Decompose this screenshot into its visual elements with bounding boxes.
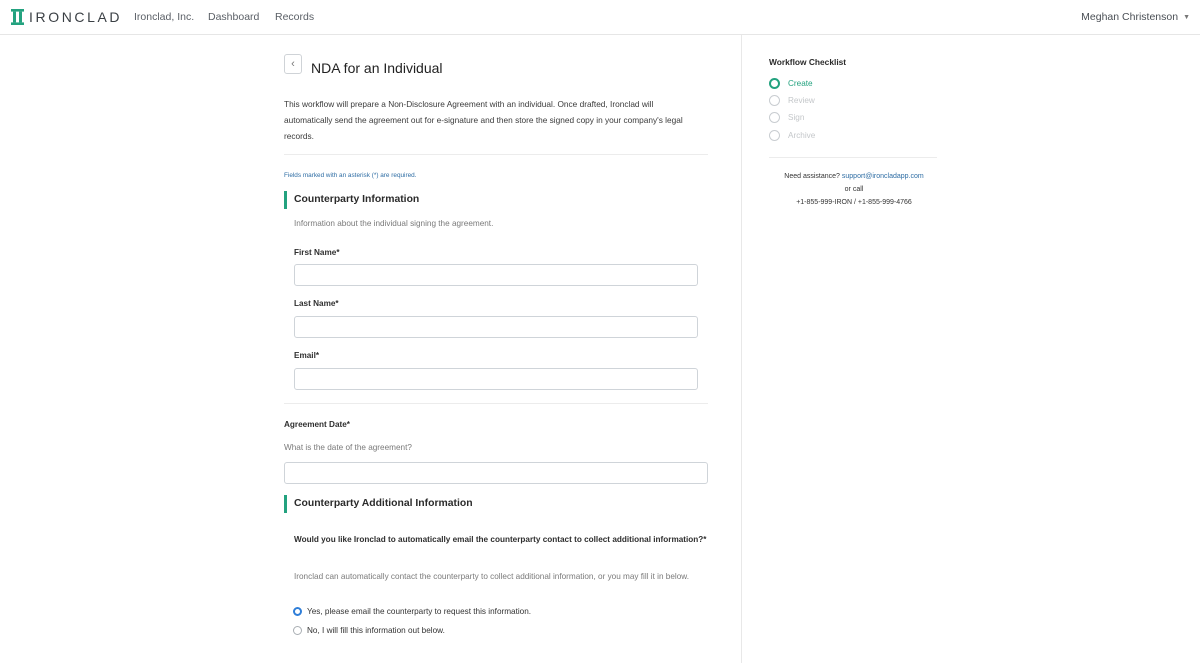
radio-button-yes[interactable] xyxy=(293,607,302,616)
step-create xyxy=(769,78,813,89)
agreement-date-input[interactable] xyxy=(284,462,708,484)
step-label: Review xyxy=(788,96,815,105)
user-name: Meghan Christenson xyxy=(1081,11,1179,23)
email-input[interactable] xyxy=(294,368,698,390)
radio-label-no: No, I will fill this information out below. xyxy=(307,626,445,635)
assistance-or: or call xyxy=(844,186,864,193)
divider xyxy=(284,403,708,404)
nav-dashboard[interactable]: Dashboard xyxy=(208,11,260,23)
step-label: Sign xyxy=(788,113,805,122)
step-status-icon xyxy=(769,78,780,89)
nav-records[interactable]: Records xyxy=(275,11,315,23)
last-name-label: Last Name* xyxy=(294,299,339,308)
ironclad-logo-icon xyxy=(11,9,24,25)
step-review xyxy=(769,95,815,106)
step-status-icon xyxy=(769,112,780,123)
radio-option-no[interactable] xyxy=(293,626,445,635)
workflow-checklist-title: Workflow Checklist xyxy=(769,57,847,67)
first-name-input[interactable] xyxy=(294,264,698,286)
step-status-icon xyxy=(769,95,780,106)
chevron-down-icon: ▼ xyxy=(1183,13,1190,21)
step-status-icon xyxy=(769,130,780,141)
sidebar-divider xyxy=(741,35,742,663)
top-navigation-bar xyxy=(0,0,1200,35)
back-button[interactable] xyxy=(284,54,302,74)
chevron-left-icon: ‹ xyxy=(291,58,295,70)
first-name-label: First Name* xyxy=(294,248,340,257)
agreement-date-label: Agreement Date* xyxy=(284,420,350,429)
last-name-input[interactable] xyxy=(294,316,698,338)
workflow-description: This workflow will prepare a Non-Disclosure Agreement with an individual. Once drafted, Ironclad will automatically send the agreement out for e-signature and then store the signed copy in your company's legal records. xyxy=(284,99,683,141)
section-accent-bar xyxy=(284,495,287,513)
radio-button-no[interactable] xyxy=(293,626,302,635)
step-archive xyxy=(769,130,815,141)
step-label: Create xyxy=(788,79,813,88)
page-title: NDA for an Individual xyxy=(311,60,443,76)
section-title-counterparty: Counterparty Information xyxy=(294,194,420,205)
required-fields-note: Fields marked with an asterisk (*) are required. xyxy=(284,172,417,179)
support-phone: +1-855-999-IRON / +1-855-999-4766 xyxy=(796,199,912,206)
radio-label-yes: Yes, please email the counterparty to request this information. xyxy=(307,607,532,616)
section-accent-bar xyxy=(284,191,287,209)
counterparty-help-text: Information about the individual signing the agreement. xyxy=(294,219,494,228)
agreement-date-help-text: What is the date of the agreement? xyxy=(284,443,412,452)
step-sign xyxy=(769,112,804,123)
nav-company[interactable]: Ironclad, Inc. xyxy=(134,11,195,23)
support-email-link[interactable]: support@ironcladapp.com xyxy=(841,173,924,180)
assistance-prefix: Need assistance? xyxy=(784,173,840,180)
auto-email-question: Would you like Ironclad to automatically email the counterparty contact to collect additional information?* xyxy=(294,535,707,544)
ironclad-logo[interactable] xyxy=(11,9,122,25)
brand-name: IRONCLAD xyxy=(29,9,123,25)
divider xyxy=(284,154,708,155)
email-label: Email* xyxy=(294,351,320,360)
divider xyxy=(769,157,937,158)
radio-option-yes[interactable] xyxy=(293,607,531,616)
auto-email-help-text: Ironclad can automatically contact the counterparty to collect additional information, or you may fill it in below. xyxy=(294,572,690,581)
user-menu[interactable] xyxy=(1081,11,1190,23)
section-title-additional: Counterparty Additional Information xyxy=(294,498,473,509)
assistance-line xyxy=(770,173,938,180)
step-label: Archive xyxy=(788,131,816,140)
